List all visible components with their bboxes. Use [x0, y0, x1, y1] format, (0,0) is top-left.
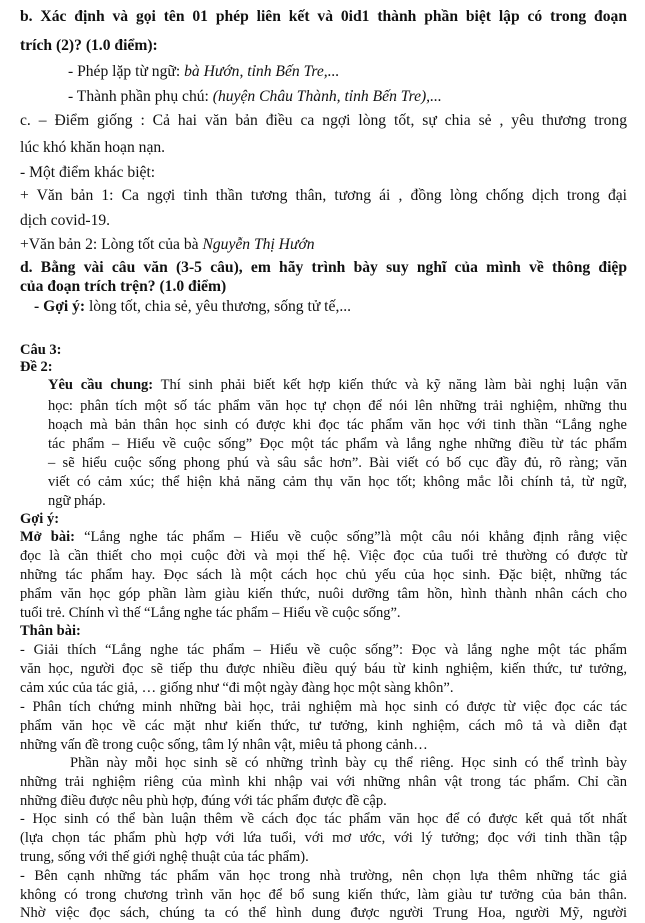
requirements-line-4: tác phẩm – Hiểu về cuộc sống” Đọc một tác phẩm và lắng nghe những điều từ tác phẩm: [48, 436, 627, 452]
body-line-12: trung, sống với thế giới nghệ thuật của tác phẩm).: [20, 849, 309, 865]
answer-c-text2-value: Nguyễn Thị Hướn: [202, 236, 315, 253]
intro-line-1: [20, 530, 627, 545]
body-line-15: Nhờ việc đọc sách, chúng ta có thể hình dung được người Trung Hoa, người Mỹ, người: [20, 905, 627, 921]
intro-label: Mở bài:: [20, 529, 75, 545]
answer-b-appositive: [68, 89, 627, 105]
question-b-line-1: b. Xác định và gọi tên 01 phép liên kết và 0id1 thành phần biệt lập có trong đoạn: [20, 8, 627, 25]
answer-b-repetition-value: bà Hướn, tỉnh Bến Tre,...: [184, 63, 340, 80]
requirements-line-3: hoạch mà bản thân học sinh có được khi đọc tác phẩm văn học với tinh thần “Lắng nghe: [48, 417, 627, 433]
body-line-5: phẩm văn học về các mặt như kiến thức, tư tưởng, kinh nghiệm, cách mô tả và diễn đạt: [20, 718, 627, 734]
hint-heading: Gợi ý:: [20, 511, 60, 527]
requirements-line-5: – sẽ hiểu cuộc sống phong phú và sâu sắc hơn”. Bài viết có bố cục đầy đủ, rõ ràng; văn: [48, 455, 627, 471]
body-heading: Thân bài:: [20, 623, 81, 639]
answer-b-appositive-label: - Thành phần phụ chú:: [68, 88, 213, 105]
requirements-label: Yêu cầu chung:: [48, 377, 154, 393]
section-cau-3: Câu 3:: [20, 342, 62, 358]
body-line-13: - Bên cạnh những tác phẩm văn học trong nhà trường, nên chọn lựa thêm những tác giả: [20, 868, 627, 884]
intro-line-2: đọc là cần thiết cho mọi cuộc đời và mọi thế hệ. Việc đọc của tuổi trẻ thường có được từ: [20, 548, 627, 564]
answer-c-text2-label: +Văn bản 2: Lòng tốt của bà: [20, 236, 203, 253]
answer-c-line-3: - Một điểm khác biệt:: [20, 164, 156, 181]
body-line-11: (lựa chọn tác phẩm phù hợp với lứa tuổi, với mơ ước, với lý tưởng; đọc với tinh thần tập: [20, 830, 627, 846]
intro-text-1: “Lắng nghe tác phẩm – Hiểu về cuộc sống”là một câu nói khẳng định rằng việc: [74, 529, 628, 545]
requirements-line-2: học: phân tích một số tác phẩm văn học tự chọn để nói lên những trải nghiệm, những thu: [48, 398, 627, 414]
body-line-2: văn học, người đọc sẽ tiếp thu được nhiều điều quý báu từ kinh nghiệm, kiến thức, tư tưởng,: [20, 661, 627, 677]
answer-b-repetition-label: - Phép lặp từ ngữ:: [68, 63, 185, 80]
answer-b-appositive-value: (huyện Châu Thành, tỉnh Bến Tre),...: [212, 88, 442, 105]
answer-c-line-5: dịch covid-19.: [20, 212, 111, 229]
body-line-3: cảm xúc của tác giả, … giống như “đi một ngày đàng học một sàng khôn”.: [20, 680, 454, 696]
body-line-1: - Giải thích “Lắng nghe tác phẩm – Hiểu về cuộc sống”: Đọc và lắng nghe một tác phẩm: [20, 642, 627, 658]
requirements-line-6: viết có cảm xúc; thể hiện khả năng cảm thụ văn học tốt; không mắc lỗi chính tả, từ ngữ,: [48, 474, 627, 490]
body-line-14: không có trong chương trình văn học để bổ sung kiến thức, làm giàu tư tưởng của bản thân.: [20, 887, 627, 903]
body-line-4: - Phân tích chứng minh những bài học, trải nghiệm mà học sinh có được từ việc đọc các tác: [20, 699, 627, 715]
answer-d-hint: [34, 299, 627, 315]
body-line-7: Phần này mỗi học sinh sẽ có những trình bày cụ thể riêng. Học sinh có thể trình bày: [70, 755, 627, 771]
answer-c-line-6: [20, 237, 627, 253]
intro-line-3: những tác phẩm hay. Đọc sách là một cách học chủ yếu của học sinh. Đặc biệt, những tác: [20, 567, 627, 583]
answer-d-hint-label: - Gợi ý:: [34, 298, 86, 315]
question-d-line-1: d. Bằng vài câu văn (3-5 câu), em hãy trình bày suy nghĩ của mình về thông điệp: [20, 259, 627, 276]
answer-c-line-2: lúc khó khăn hoạn nạn.: [20, 139, 166, 156]
requirements-line-1: [48, 378, 627, 393]
answer-b-repetition: [68, 64, 627, 80]
answer-c-line-4: + Văn bản 1: Ca ngợi tinh thần tương thân, tương ái , đồng lòng chống dịch trong đại: [20, 187, 627, 204]
body-line-6: những vấn đề trong cuộc sống, tâm lý nhân vật, miêu tả phong cảnh…: [20, 737, 428, 753]
requirements-text-1: Thí sinh phải biết kết hợp kiến thức và kỹ năng làm bài nghị luận văn: [153, 377, 627, 393]
intro-line-5: tuổi trẻ. Chính vì thế “Lắng nghe tác phẩm – Hiểu về cuộc sống”.: [20, 605, 401, 621]
body-line-8: những trải nghiệm riêng của mình khi nhập vai với những nhân vật trong tác phẩm. Chỉ cần: [20, 774, 627, 790]
question-b-line-2: trích (2)? (1.0 điểm):: [20, 37, 158, 54]
section-de-2: Đề 2:: [20, 359, 53, 375]
body-line-9: những điều được nêu phù hợp, đúng với tác phẩm được đề cập.: [20, 793, 387, 809]
answer-c-line-1: c. – Điểm giống : Cả hai văn bản điều ca ngợi lòng tốt, sự chia sẻ , yêu thương trong: [20, 112, 627, 129]
intro-line-4: phẩm văn học góp phần làm giàu kiến thức, nuôi dưỡng tâm hồn, hình thành nhân cách cho: [20, 586, 627, 602]
answer-d-hint-value: lòng tốt, chia sẻ, yêu thương, sống tử tế,...: [85, 298, 352, 315]
question-d-line-2: của đoạn trích trện? (1.0 điểm): [20, 278, 227, 295]
body-line-10: - Học sinh có thể bàn luận thêm về cách đọc tác phẩm văn học để có được kết quả tốt nhất: [20, 811, 627, 827]
requirements-line-7: ngữ pháp.: [48, 493, 106, 509]
